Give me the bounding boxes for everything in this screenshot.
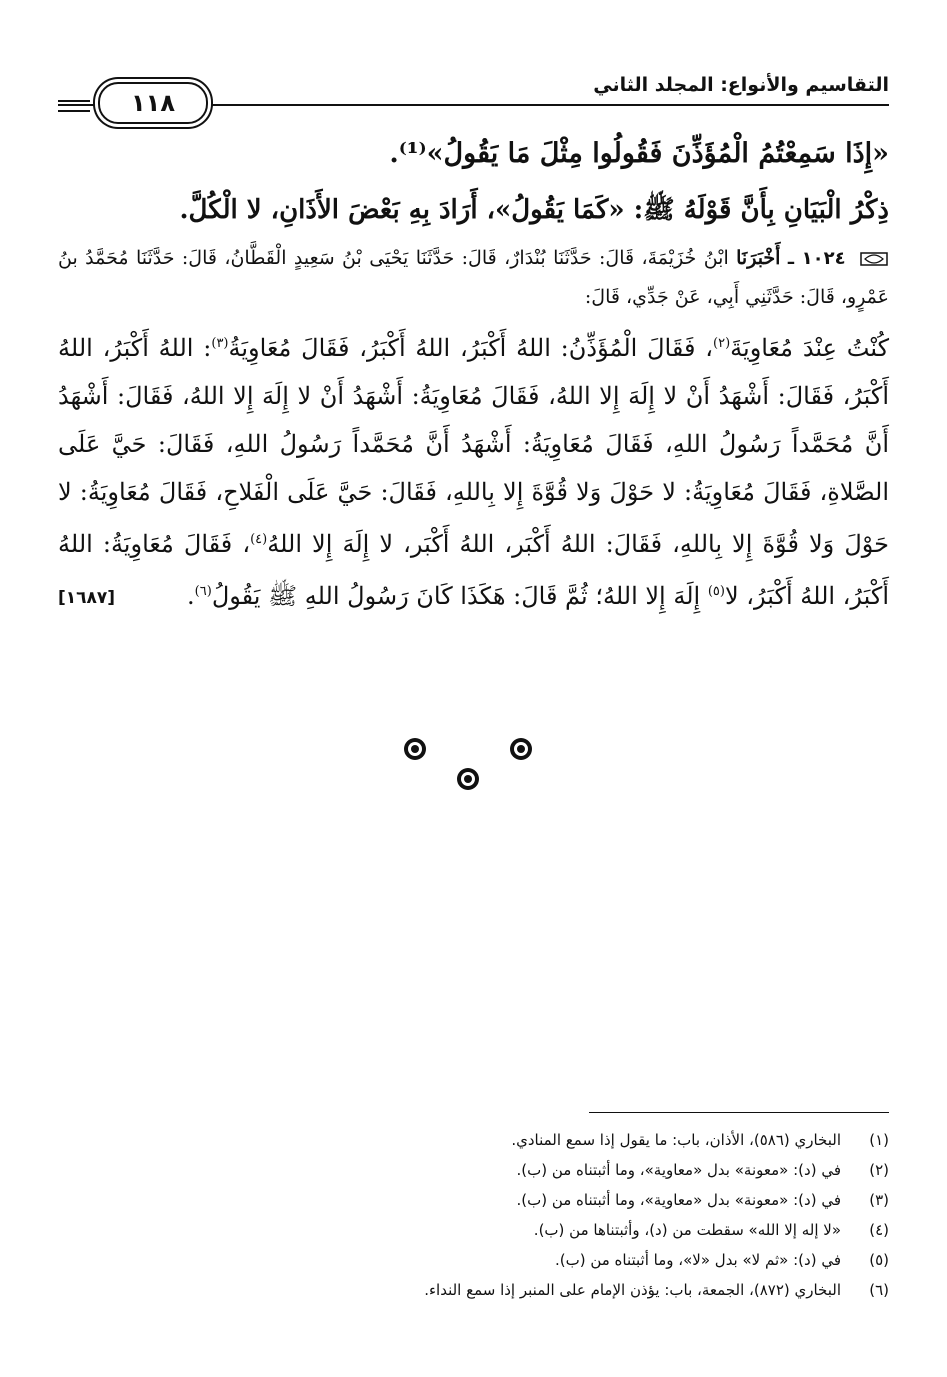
footnote-number: (٣) bbox=[869, 1191, 889, 1209]
footnote-number: (٢) bbox=[869, 1161, 889, 1179]
akhbarana-word: أَخْبَرَنَا bbox=[736, 247, 781, 269]
footnote-number: (١) bbox=[869, 1131, 889, 1149]
matn-part: . bbox=[187, 582, 195, 610]
footnote-ref: (٤) bbox=[250, 532, 268, 547]
hadith-isnad bbox=[58, 239, 889, 316]
page-number: ١١٨ bbox=[98, 82, 208, 124]
header-double-line bbox=[58, 100, 90, 112]
footnotes bbox=[58, 1112, 889, 1305]
footnote-ref: (٦) bbox=[194, 584, 212, 599]
footnote-text: في (د): «ثم لا» بدل «لا»، وما أثبتناه من (ب). bbox=[554, 1251, 841, 1269]
matn-part: ، فَقَالَ الْمُؤَذِّنُ: اللهُ أَكْبَرُ، اللهُ أَكْبَرُ، فَقَالَ مُعَاوِيَةُ bbox=[228, 334, 714, 362]
footnote bbox=[58, 1245, 889, 1275]
cross-reference-number: [١٦٨٧] bbox=[58, 588, 116, 608]
footnote bbox=[58, 1215, 889, 1245]
matn-part: كُنْتُ عِنْدَ مُعَاوِيَةَ bbox=[730, 334, 889, 362]
footnote-number: (٥) bbox=[869, 1251, 889, 1269]
matn-part: : اللهُ أَكْبَرُ، اللهُ أَكْبَرُ، فَقَالَ: أَشْهَدُ أَنْ لا إِلَهَ إِلا اللهُ، فَقَالَ مُعَاوِيَةُ: أَشْهَدُ أَنْ لا إِلَهَ إِلا اللهُ، فَقَالَ: أَشْهَدُ أَنَّ مُحَمَّداً رَسُولُ اللهِ، فَقَالَ مُعَاوِيَةُ: أَشْهَدُ أَنَّ مُحَمَّداً رَسُولُ اللهِ، فَقَالَ: حَيَّ عَلَى الصَّلاةِ، فَقَالَ مُعَاوِيَةُ: لا حَوْلَ وَلا قُوَّةَ إِلا بِاللهِ، فَقَالَ: حَيَّ عَلَى الْفَلاحِ، فَقَالَ مُعَاوِيَةُ: لا حَوْلَ وَلا قُوَّةَ إِلا بِاللهِ، فَقَالَ: اللهُ أَكْبَر، اللهُ أَكْبَر، لا إِلَهَ إِلا اللهُ bbox=[58, 334, 889, 558]
footnote-ref: (٣) bbox=[211, 336, 229, 351]
footnote bbox=[58, 1275, 889, 1305]
footnote-number: (٦) bbox=[869, 1281, 889, 1299]
main-text bbox=[58, 128, 889, 622]
footnote-text: «لا إله إلا الله» سقطت من (د)، وأثبتناها من (ب). bbox=[533, 1221, 841, 1239]
footnote-text: في (د): «معونة» بدل «معاوية»، وما أثبتناه من (ب). bbox=[516, 1191, 841, 1209]
page-header bbox=[58, 70, 889, 122]
footnote-number: (٤) bbox=[869, 1221, 889, 1239]
section-ornaments bbox=[0, 730, 947, 800]
flower-ornament-icon bbox=[455, 766, 481, 792]
footnote-text: في (د): «معونة» بدل «معاوية»، وما أثبتناه من (ب). bbox=[516, 1161, 841, 1179]
footnote-text: البخاري (٨٧٢)، الجمعة، باب: يؤذن الإمام على المنبر إذا سمع النداء. bbox=[424, 1281, 841, 1299]
footnote bbox=[58, 1185, 889, 1215]
footnote-ref: (٢) bbox=[713, 336, 731, 351]
footnote bbox=[58, 1125, 889, 1155]
matn-part: إِلَهَ إِلا اللهُ؛ ثُمَّ قَالَ: هَكَذَا كَانَ رَسُولُ اللهِ ﷺ يَقُولُ bbox=[211, 582, 708, 610]
footnote bbox=[58, 1155, 889, 1185]
flower-ornament-icon bbox=[508, 736, 534, 762]
isnad-text: ابْنُ خُزَيْمَةَ، قَالَ: حَدَّثَنَا بُنْدَارٌ، قَالَ: حَدَّثَنَا يَحْيَى بْنُ سَعِيدٍ الْقَطَّانُ، قَالَ: حَدَّثَنَا مُحَمَّدُ بنُ عَمْرٍو، قَالَ: حَدَّثَنِي أَبِي، عَنْ جَدِّي، قَالَ: bbox=[58, 247, 889, 308]
running-title: التقاسيم والأنواع: المجلد الثاني bbox=[593, 74, 889, 96]
matn-part: ، فَقَالَ مُعَاوِيَةُ: اللهُ أَكْبَرُ، اللهُ أَكْبَرُ، لا bbox=[58, 530, 889, 610]
footnote-rule bbox=[589, 1112, 889, 1113]
flower-ornament-icon bbox=[402, 736, 428, 762]
footnote-ref: (٥) bbox=[707, 584, 725, 599]
chapter-title: ذِكْرُ الْبَيَانِ بِأَنَّ قَوْلَهُ ﷺ: «كَمَا يَقُولُ»، أَرَادَ بِهِ بَعْضَ الأَذَانِ، لا الْكُلَّ. bbox=[179, 195, 889, 225]
previous-hadith-end: «إِذَا سَمِعْتُمُ الْمُؤَذِّنَ فَقُولُوا مِثْلَ مَا يَقُولُ»⁽¹⁾. bbox=[389, 138, 889, 169]
footnote-text: البخاري (٥٨٦)، الأذان، باب: ما يقول إذا سمع المنادي. bbox=[511, 1131, 841, 1149]
hadith-marker-icon bbox=[859, 249, 889, 269]
hadith-number: ١٠٢٤ ـ bbox=[787, 248, 846, 269]
hadith-matn bbox=[58, 320, 889, 620]
